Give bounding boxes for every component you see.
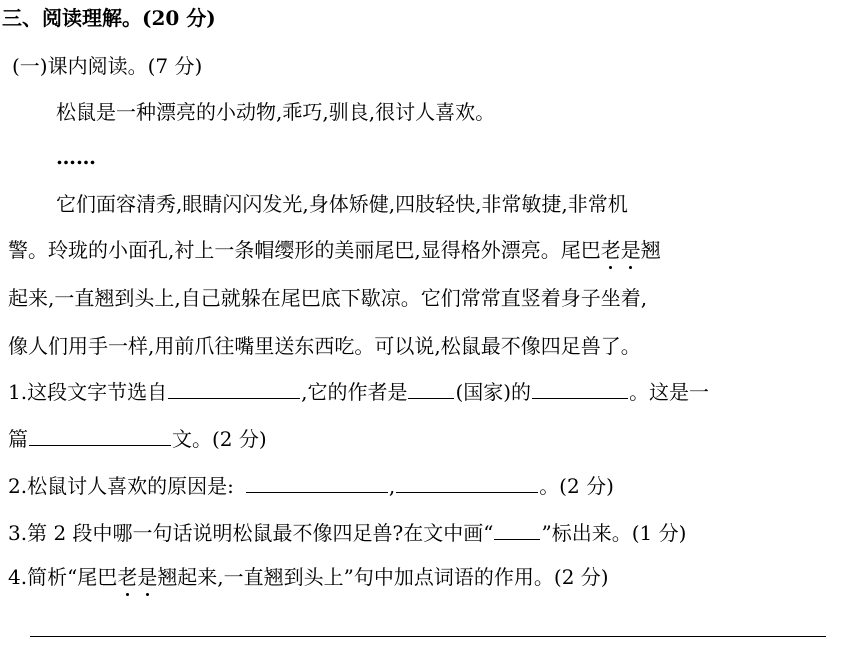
answer-blank[interactable] (246, 472, 388, 493)
passage-paragraph-2-line-4: 像人们用手一样,用前爪往嘴里送东西吃。可以说,松鼠最不像四足兽了。 (8, 334, 641, 358)
section-title: 三、阅读理解。(20 分) (2, 6, 216, 30)
question-text: 翘起来,一直翘到头上”句中加点词语的作用。(2 分) (157, 565, 609, 589)
question-1-line-2 (8, 425, 267, 453)
question-text: 文。(2 分) (172, 427, 267, 451)
emphasis-dot-char: 老 (117, 565, 138, 589)
passage-paragraph-1: 松鼠是一种漂亮的小动物,乖巧,驯良,很讨人喜欢。 (56, 100, 496, 124)
answer-blank[interactable] (408, 378, 454, 399)
answer-blank[interactable] (396, 472, 538, 493)
passage-ellipsis: …… (56, 145, 96, 169)
passage-text: 警。玲珑的小面孔,衬上一条帽缨形的美丽尾巴,显得格外漂亮。尾巴 (8, 238, 601, 262)
passage-paragraph-2-line-1: 它们面容清秀,眼睛闪闪发光,身体矫健,四肢轻快,非常敏捷,非常机 (56, 192, 628, 216)
question-text: ”标出来。(1 分) (541, 521, 687, 545)
question-4 (8, 563, 609, 591)
question-text: 。这是一 (629, 380, 710, 404)
answer-blank[interactable] (532, 378, 628, 399)
emphasis-dot-char: 是 (620, 238, 641, 262)
question-text: ,它的作者是 (301, 380, 408, 404)
answer-blank[interactable] (29, 425, 171, 446)
passage-text: 翘 (640, 238, 661, 262)
question-text: 1.这段文字节选自 (8, 380, 168, 404)
answer-blank[interactable] (168, 378, 300, 399)
answer-blank[interactable] (494, 519, 540, 540)
question-text: 篇 (8, 427, 28, 451)
question-text: 4.简析“尾巴 (8, 565, 118, 589)
subsection-title: (一)课内阅读。(7 分) (12, 54, 203, 78)
question-text: 。(2 分) (539, 474, 614, 498)
question-text: 3.第 2 段中哪一句话说明松鼠最不像四足兽?在文中画“ (8, 521, 494, 545)
question-3 (8, 519, 686, 547)
emphasis-dot-char: 老 (600, 238, 621, 262)
passage-paragraph-2-line-3: 起来,一直翘到头上,自己就躲在尾巴底下歇凉。它们常常直竖着身子坐着, (8, 286, 648, 310)
question-2 (8, 472, 614, 500)
passage-paragraph-2-line-2 (8, 236, 661, 264)
emphasis-dot-char: 是 (137, 565, 158, 589)
question-1-line-1 (8, 378, 709, 406)
question-text: , (388, 474, 396, 498)
bottom-divider (30, 636, 826, 637)
question-text: 2.松鼠讨人喜欢的原因是: (8, 474, 234, 498)
question-text: (国家)的 (455, 380, 532, 404)
